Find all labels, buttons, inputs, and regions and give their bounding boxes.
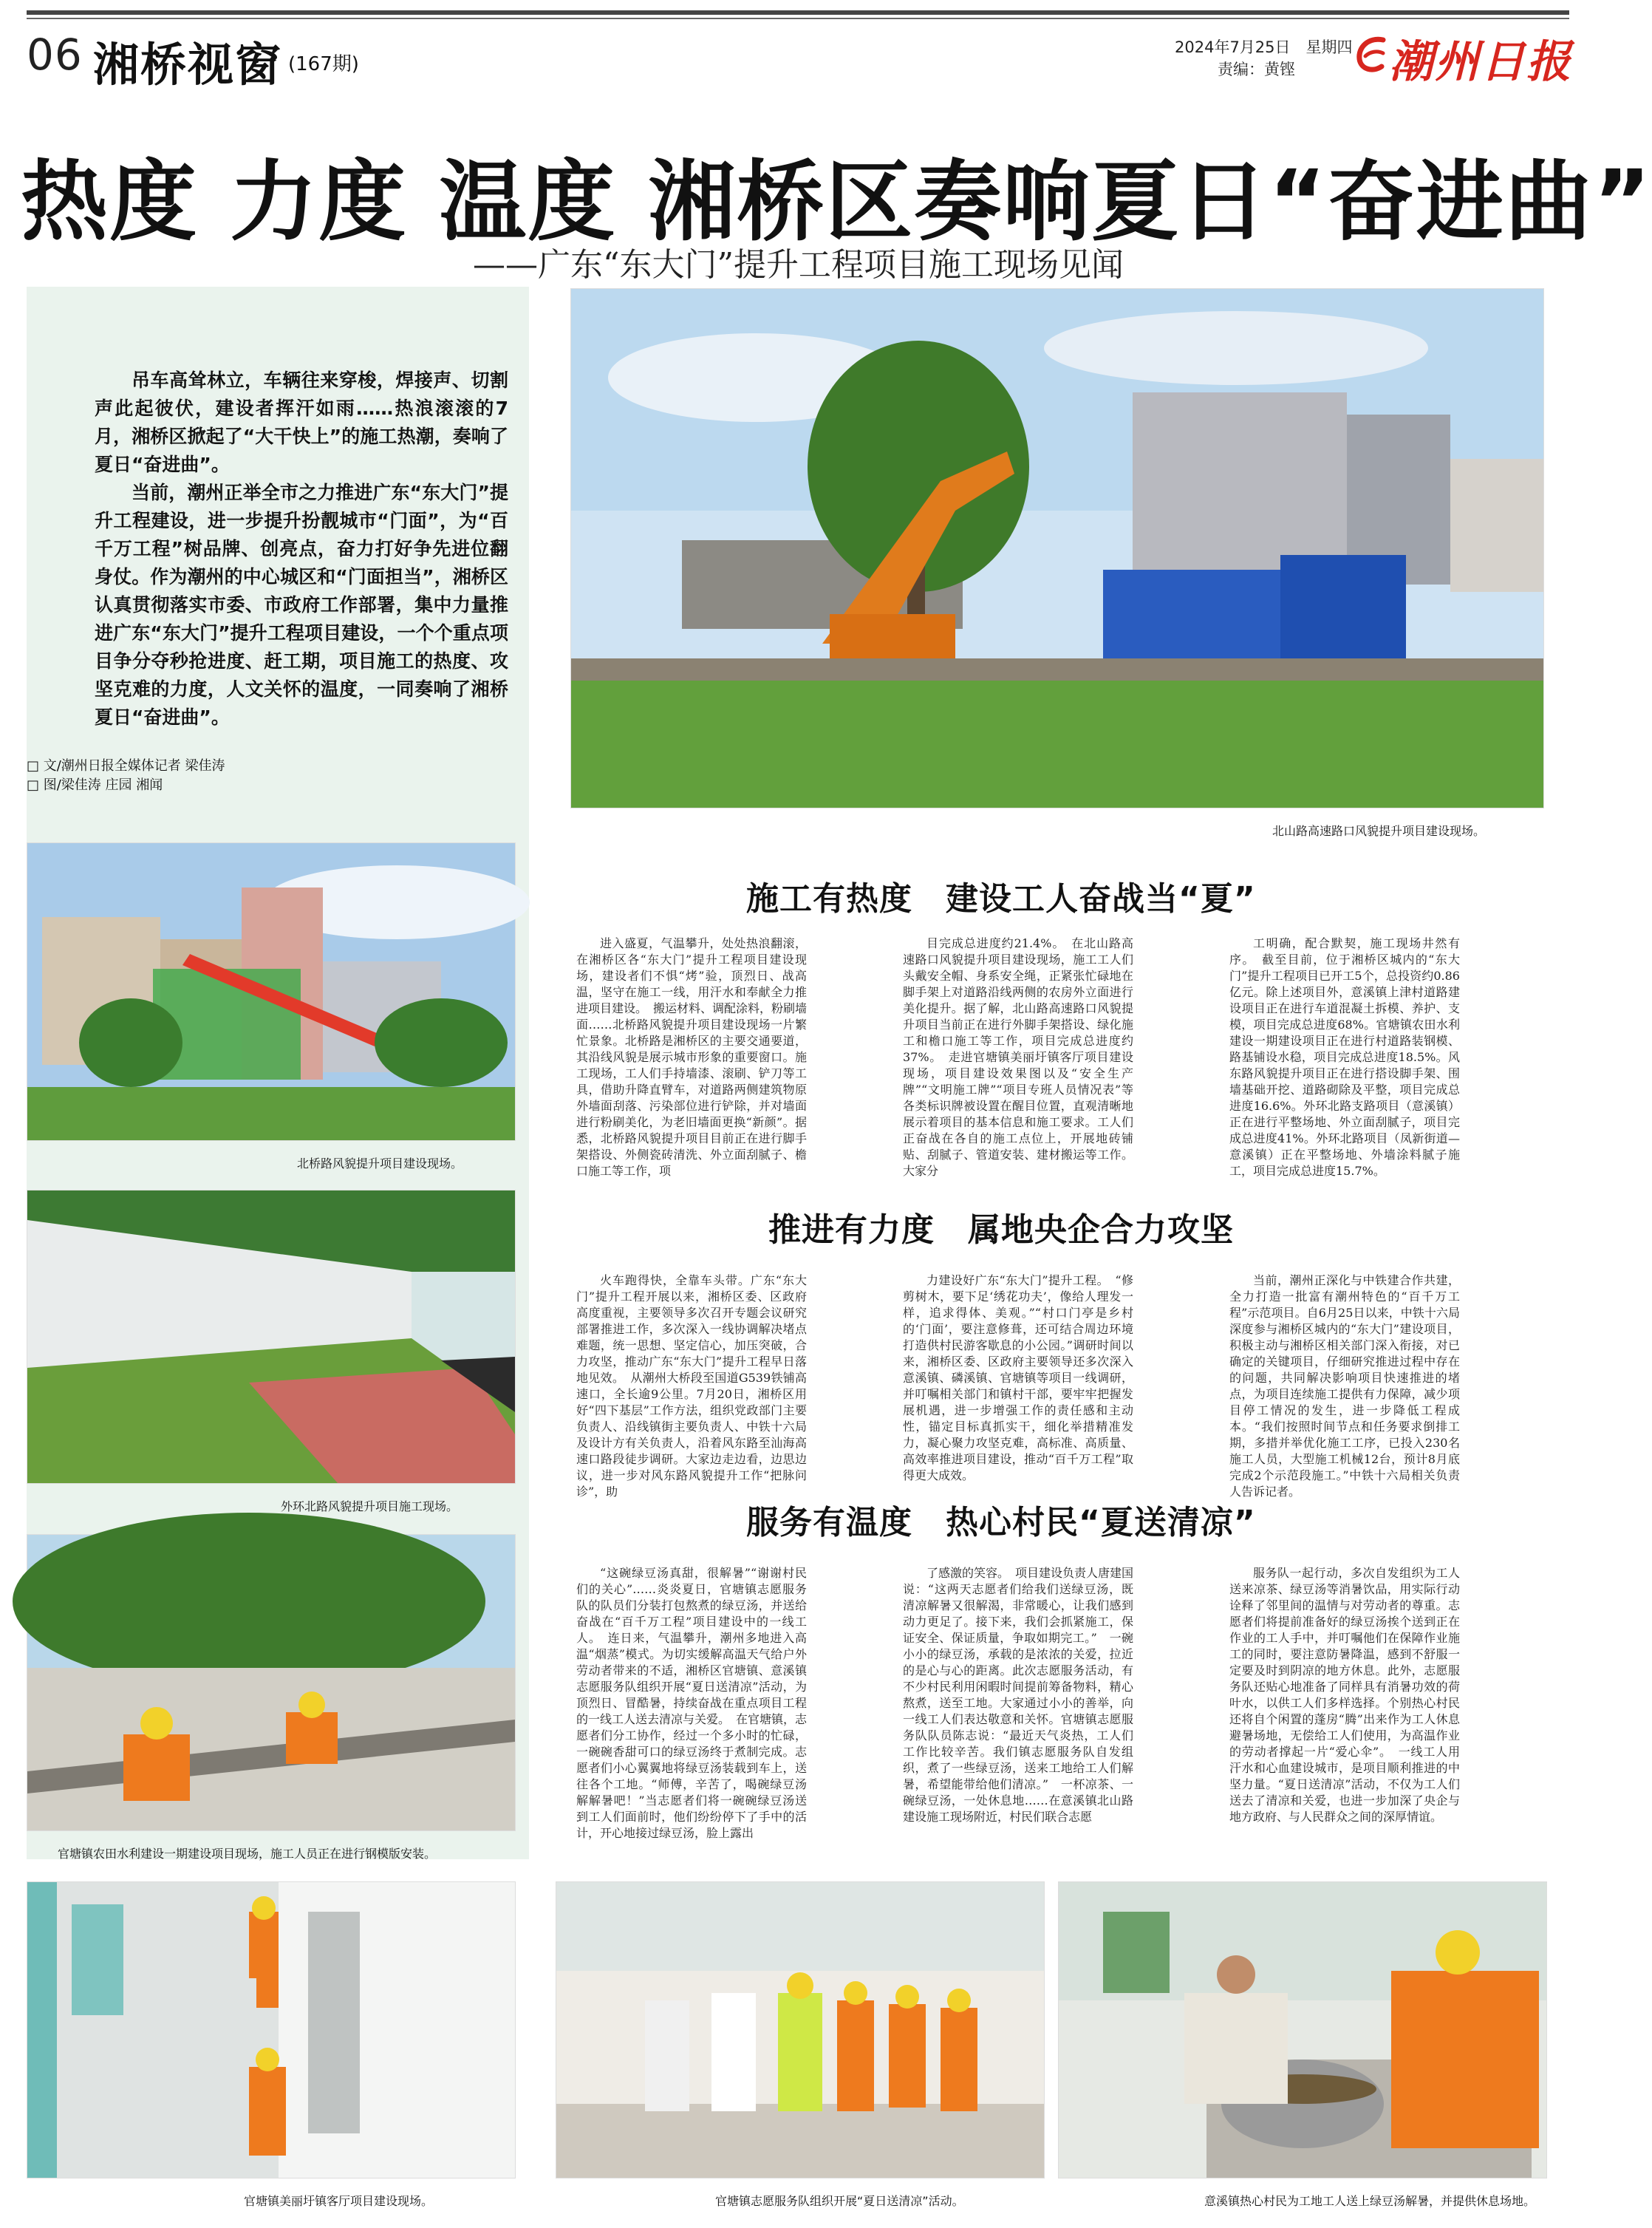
section-1-paragraph: 工明确，配合默契，施工现场井然有序。 截至目前，位于湘桥区城内的“东大门”提升工程项目已开工5个，总投资约0.86亿元。除上述项目外，意溪镇上津村道路建设项目正在进行车道混凝土拆模、养护、支模，项目完成总进度68%。官塘镇农田水利建设一期建设项目正在进行村道路装钢模、路基铺设水稳，项目完成总进度18.5%。风东路风貌提升项目正在进行搭设脚手架、围墙基础开挖、道路砌除及平整，项目完成总进度16.6%。外环北路支路项目（意溪镇）正在进行平整场地、外立面刮腻子，项目完成总进度41%。外环北路项目（凤新街道—意溪镇）正在平整场地、外墙涂料腻子施工，项目完成总进度15.7%。 xyxy=(1229,936,1460,1178)
section-2-paragraph: 当前，潮州正深化与中铁建合作共建，全力打造一批富有潮州特色的“百千万工程”示范项目。自6月25日以来，中铁十六局深度参与湘桥区城内的“东大门”建设项目，积极主动与湘桥区相关部门深入衔接，对已确定的关键项目，仔细研究推进过程中存在的问题，共同解决影响项目快速推进的堵点，为项目连续施工提供有力保障，减少项目停工情况的发生，进一步降低工程成本。“我们按照时间节点和任务要求倒排工期，多措并举优化施工工序，已投入230名施工人员，大型施工机械12台，预计8月底完成2个示范段施工。”中铁十六局相关负责人告诉记者。 xyxy=(1229,1273,1460,1499)
editor-line: 责编：黄铿 xyxy=(1218,61,1295,78)
bottom-photo-3 xyxy=(1058,1881,1547,2178)
caption-bottom-1: 官塘镇美丽圩镇客厅项目建设现场。 xyxy=(244,2194,434,2208)
section-2-paragraph: 力建设好广东“东大门”提升工程。 “修剪树木，要下足‘绣花功夫’，像给人理发一样，追求得体、美观。”“村口门亭是乡村的‘门面’，要注意修葺，还可结合周边环境打造供村民游客歇息的小公园。”调研时间以来，湘桥区委、区政府主要领导还多次深入意溪镇、磷溪镇、官塘镇等项目一线调研，并叮嘱相关部门和镇村干部，要牢牢把握发展机遇，进一步增强工作的责任感和主动性，锚定目标真抓实干，细化举措精准发力，凝心聚力攻坚克难，高标准、高质量、高效率推进项目建设，推动“百千万工程”取得更大成效。 xyxy=(903,1273,1133,1482)
caption-main: 北山路高速路口风貌提升项目建设现场。 xyxy=(1272,824,1486,838)
page-subheadline: ——广东“东大门”提升工程项目施工现场见闻 xyxy=(473,246,1124,284)
top-thin-rule xyxy=(27,18,1569,19)
paper-name: 潮州日报 xyxy=(1389,36,1572,88)
caption-bottom-2: 官塘镇志愿服务队组织开展“夏日送清凉”活动。 xyxy=(715,2194,964,2208)
section-2-col-1 xyxy=(576,1273,807,1499)
lead-paragraph: 当前，潮州正举全市之力推进广东“东大门”提升工程建设，进一步提升扮靓城市“门面”，为“百千万工程”树品牌、创亮点，奋力打好争先进位翻身仗。作为潮州的中心城区和“门面担当”，湘桥区认真贯彻落实市委、市政府工作部署，集中力量推进广东“东大门”提升工程项目建设，一个个重点项目争分夺秒抢进度、赶工期，项目施工的热度、攻坚克难的力度，人文关怀的温度，一同奏响了湘桥夏日“奋进曲”。 xyxy=(95,482,508,728)
main-photo xyxy=(570,288,1544,808)
paper-logo-icon xyxy=(1354,34,1389,75)
photo-credit: □ 图/梁佳涛 庄园 湘闻 xyxy=(27,777,163,793)
date-line: 2024年7月25日 星期四 xyxy=(1175,38,1353,56)
bottom-photo-2 xyxy=(556,1881,1045,2178)
section-3-col-3 xyxy=(1229,1565,1460,1867)
left-photo-3 xyxy=(27,1534,516,1831)
section-3-paragraph: “这碗绿豆汤真甜，很解暑”“谢谢村民们的关心”……炎炎夏日，官塘镇志愿服务队的队员们分装打包熬煮的绿豆汤，并送给奋战在“百千万工程”项目建设中的一线工人。 连日来，气温攀升，潮州多地进入高温“烟蒸”模式。为切实缓解高温天气给户外劳动者带来的不适，湘桥区官塘镇、意溪镇志愿服务队组织开展“夏日送清凉”活动，为顶烈日、冒酷暑，持续奋战在重点项目工程的一线工人送去清凉与关爱。 在官塘镇，志愿者们分工协作，经过一个多小时的忙碌，一碗碗香甜可口的绿豆汤终于煮制完成。志愿者们小心翼翼地将绿豆汤装载到车上，送往各个工地。“师傅，辛苦了，喝碗绿豆汤解解暑吧！”当志愿者们将一碗碗绿豆汤送到工人们面前时，他们纷纷停下了手中的活计，开心地接过绿豆汤，脸上露出 xyxy=(576,1566,808,1840)
bottom-photo-1 xyxy=(27,1881,516,2178)
section-2-col-2 xyxy=(903,1273,1133,1482)
caption-left-1: 北桥路风貌提升项目建设现场。 xyxy=(297,1156,463,1171)
section-1-col-3 xyxy=(1229,936,1460,1182)
top-rule xyxy=(27,10,1569,15)
caption-left-3: 官塘镇农田水利建设一期建设项目现场，施工人员正在进行钢模版安装。 xyxy=(58,1847,437,1861)
page-number: 06 xyxy=(27,30,83,80)
section-3-col-1 xyxy=(576,1565,807,1867)
section-3-paragraph: 服务队一起行动，多次自发组织为工人送来凉茶、绿豆汤等消暑饮品，用实际行动诠释了邻里间的温情与对劳动者的尊重。志愿者们将提前准备好的绿豆汤挨个送到正在作业的工人手中，并叮嘱他们在保障作业施工的同时，要注意防暑降温，感到不舒服一定要及时到阴凉的地方休息。此外，志愿服务队还贴心地准备了同样具有消暑功效的荷叶水，以供工人们多样选择。个别热心村民还将自个闲置的蓬房“腾”出来作为工人休息避暑场地，无偿给工人们使用，为高温作业的劳动者撑起一片“爱心伞”。 一线工人用汗水和心血建设城市，是项目顺利推进的中坚力量。“夏日送清凉”活动，不仅为工人们送去了清凉和关爱，也进一步加深了央企与地方政府、与人民群众之间的深厚情谊。 xyxy=(1229,1566,1460,1824)
issue-number: (167期) xyxy=(288,53,359,75)
section-name: 湘桥视窗 xyxy=(93,38,283,92)
left-photo-1 xyxy=(27,842,516,1141)
section-3-paragraph: 了感激的笑容。 项目建设负责人唐建国说：“这两天志愿者们给我们送绿豆汤，既清凉解暑又很解渴，非常暖心，让我们感到动力更足了。接下来，我们会抓紧施工，保证安全、保证质量，争取如期完工。” 一碗小小的绿豆汤，承载的是浓浓的关爱，拉近的是心与心的距离。此次志愿服务活动，有不少村民利用闲暇时间提前筹备物料，精心熬煮，送至工地。大家通过小小的善举，向一线工人们表达敬意和关怀。官塘镇志愿服务队队员陈志说：“最近天气炎热，工人们工作比较辛苦。我们镇志愿服务队自发组织，煮了一些绿豆汤，送来工地给工人们解暑，希望能带给他们清凉。” 一杯凉茶、一碗绿豆汤，一处休息地……在意溪镇北山路建设施工现场附近，村民们联合志愿 xyxy=(903,1566,1134,1824)
section-3-col-2 xyxy=(903,1565,1133,1867)
lead-paragraph: 吊车高耸林立，车辆往来穿梭，焊接声、切割声此起彼伏，建设者挥汗如雨……热浪滚滚的7月，湘桥区掀起了“大干快上”的施工热潮，奏响了夏日“奋进曲”。 xyxy=(95,369,508,475)
section-1-paragraph: 进入盛夏，气温攀升，处处热浪翻滚，在湘桥区各“东大门”提升工程项目建设现场，建设者们不惧“烤”验，顶烈日、战高温，坚守在施工一线，用汗水和奉献全力推进项目建设。 搬运材料、调配涂料，粉刷墙面……北桥路风貌提升项目建设现场一片繁忙景象。北桥路是湘桥区的主要交通要道，其沿线风貌是展示城市形象的重要窗口。施工现场，工人们手持墙漆、滚刷、铲刀等工具，借助升降直臂车，对道路两侧建筑物原外墙面刮落、污染部位进行铲除，并对墙面进行粉刷美化，为老旧墙面更换“新颜”。据悉，北桥路风貌提升项目目前正在进行脚手架搭设、外侧瓷砖清洗、外立面刮腻子、檐口施工等工作，项 xyxy=(576,936,808,1178)
section-1-paragraph: 目完成总进度约21.4%。 在北山路高速路口风貌提升项目建设现场，施工工人们头戴安全帽、身系安全绳，正紧张忙碌地在脚手架上对道路沿线两侧的农房外立面进行美化提升。据了解，北山路高速路口风貌提升项目当前正在进行外脚手架搭设、绿化施工和檐口施工等工作，项目完成总进度约37%。 走进官塘镇美丽圩镇客厅项目建设现场，项目建设效果图以及“安全生产牌”“文明施工牌”“项目专班人员情况表”等各类标识牌被设置在醒目位置，直观清晰地展示着项目的基本信息和施工要求。工人们正奋战在各自的施工点位上，开展地砖铺贴、刮腻子、管道安装、建材搬运等工作。大家分 xyxy=(903,936,1133,1178)
section-1-col-2 xyxy=(903,936,1133,1182)
section-1-title: 施工有热度 建设工人奋战当“夏” xyxy=(746,880,1256,918)
section-2-paragraph: 火车跑得快，全靠车头带。广东“东大门”提升工程开展以来，湘桥区委、区政府高度重视，主要领导多次召开专题会议研究部署推进工作，多次深入一线协调解决堵点难题，统一思想、坚定信心，加压突破，合力攻坚，推动广东“东大门”提升工程早日落地见效。 从潮州大桥段至国道G539铁铺高速口，全长逾9公里。7月20日，湘桥区用好“四下基层”工作方法，组织党政部门主要负责人、沿线镇街主要负责人、中铁十六局及设计方有关负责人，沿着风东路至汕海高速口路段徒步调研。大家边走边看，边思边议，进一步对风东路风貌提升工作“把脉问诊”，助 xyxy=(576,1273,807,1499)
section-2-title: 推进有力度 属地央企合力攻坚 xyxy=(768,1211,1234,1249)
page-headline: 热度 力度 温度 湘桥区奏响夏日“奋进曲” xyxy=(21,151,1652,253)
section-2-col-3 xyxy=(1229,1273,1460,1499)
section-1-col-1 xyxy=(576,936,807,1182)
lead-paragraphs xyxy=(95,367,508,732)
left-photo-2 xyxy=(27,1190,516,1484)
caption-left-2: 外环北路风貌提升项目施工现场。 xyxy=(281,1499,459,1513)
caption-bottom-3: 意溪镇热心村民为工地工人送上绿豆汤解暑，并提供休息场地。 xyxy=(1204,2194,1536,2208)
section-3-title: 服务有温度 热心村民“夏送清凉” xyxy=(746,1504,1256,1541)
text-credit: □ 文/潮州日报全媒体记者 梁佳涛 xyxy=(27,758,225,774)
